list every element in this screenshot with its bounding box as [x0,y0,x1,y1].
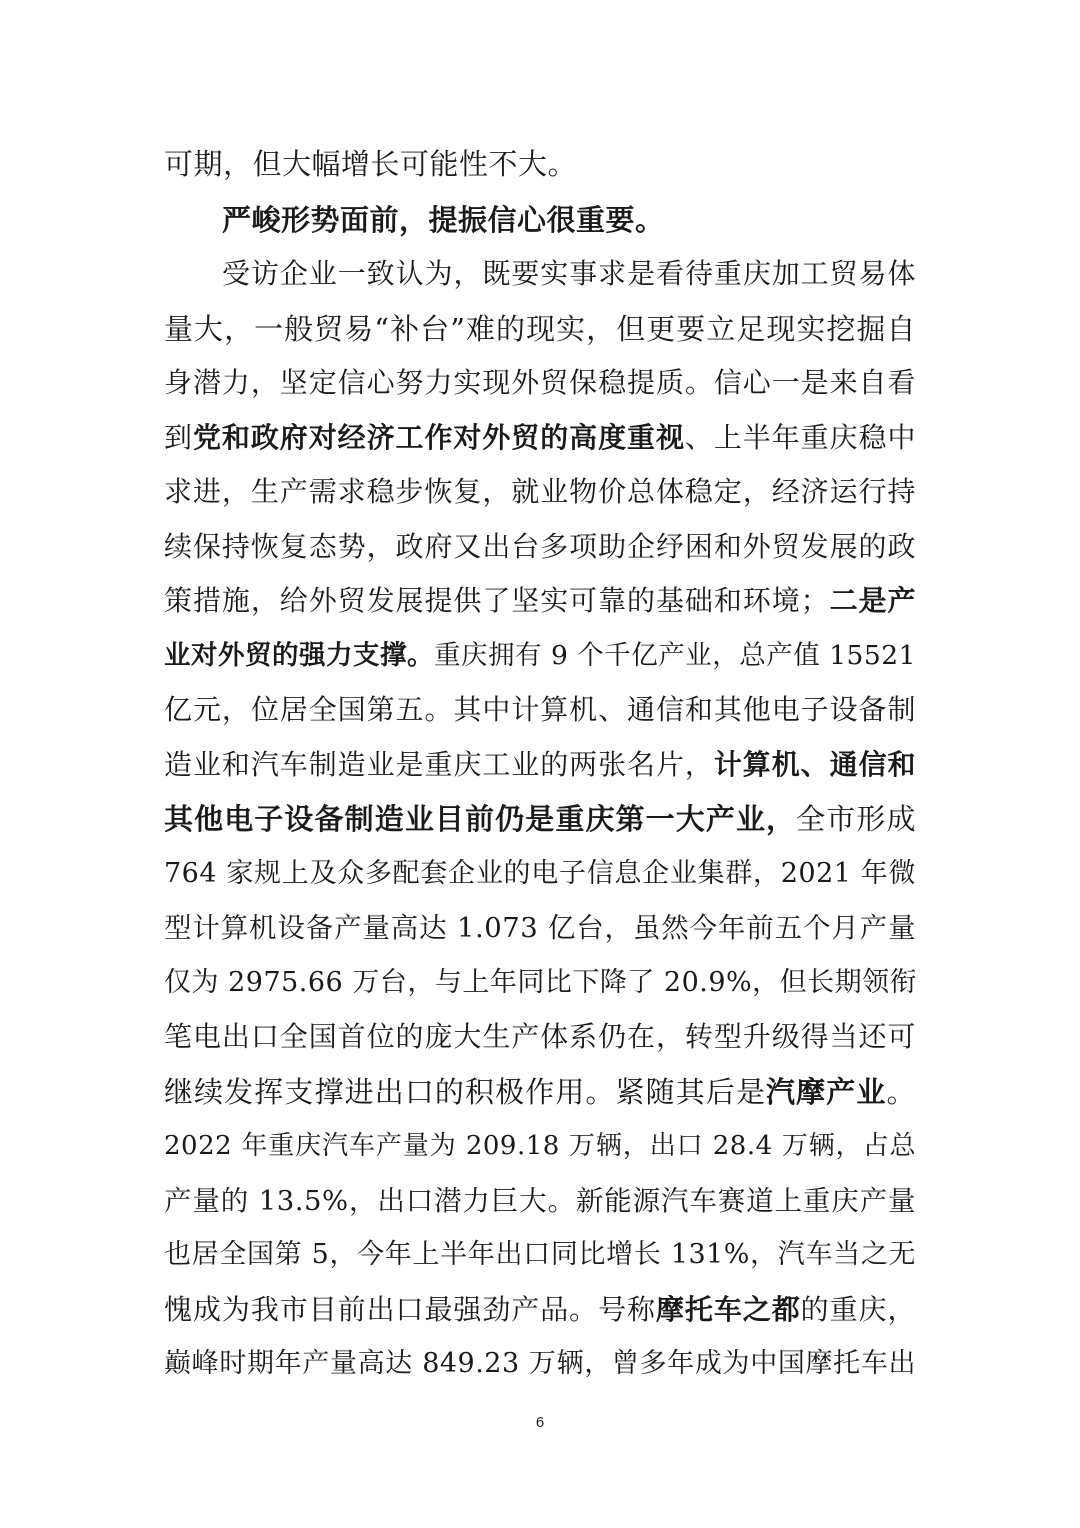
text-segment: 继续发挥支撑进出口的积极作用。紧随其后是 [164,1075,767,1109]
text-line-11 [164,690,916,730]
text-line-9 [164,581,916,621]
text-segment: 求进，生产需求稳步恢复，就业物价总体稳定，经济运行持 [164,475,916,508]
text-line-7 [164,472,916,512]
text-line-16 [164,963,916,1003]
text-line-18 [164,1072,916,1112]
text-line-4 [164,309,916,349]
bold-text: 摩托车之都 [655,1293,801,1326]
text-segment: 可期，但大幅增长可能性不大。 [164,147,578,181]
text-line-15 [164,908,916,948]
bold-text: 汽摩产业 [766,1075,887,1109]
text-line-13 [164,799,916,839]
text-line-21 [164,1235,916,1275]
text-line-6 [164,418,916,458]
text-segment: 型计算机设备产量高达 1.073 亿台，虽然今年前五个月产量 [164,912,916,944]
text-line-1 [164,144,916,184]
page-number: 6 [535,1414,545,1431]
text-segment: 也居全国第 5，今年上半年出口同比增长 131%，汽车当之无 [164,1239,916,1270]
text-segment: 亿元，位居全国第五。其中计算机、通信和其他电子设备制 [164,693,916,726]
text-segment: 2022 年重庆汽车产量为 209.18 万辆，出口 28.4 万辆，占总 [164,1131,916,1161]
paragraph-heading [222,200,916,240]
text-segment: 身潜力，坚定信心努力实现外贸保稳提质。信心一是来自看 [164,366,916,399]
text-segment: 重庆拥有 9 个千亿产业，总产值 15521 [434,640,917,671]
text-line-23 [164,1344,916,1384]
text-segment: 。 [886,1075,916,1109]
text-segment: 受访企业一致认为，既要实事求是看待重庆加工贸易体 [222,257,916,290]
text-segment: 量大，一般贸易“补台”难的现实，但更要立足现实挖掘自 [164,312,916,346]
bold-text: 业对外贸的强力支撑。 [164,640,435,671]
bold-text: 计算机、通信和 [713,748,916,781]
text-segment: 的重庆， [800,1293,916,1326]
text-segment: 全市形成 [796,802,916,836]
bold-text: 严峻形势面前，提振信心很重要。 [222,203,665,237]
text-segment: 产量的 13.5%，出口潜力巨大。新能源汽车赛道上重庆产量 [164,1185,916,1217]
text-line-10 [164,636,916,676]
text-line-20 [164,1181,916,1221]
text-segment: 愧成为我市目前出口最强劲产品。号称 [164,1293,656,1326]
text-segment: 续保持恢复态势，政府又出台多项助企纾困和外贸发展的政 [164,530,916,563]
bold-text: 其他电子设备制造业目前仍是重庆第一大产业， [164,802,797,836]
text-line-14 [164,854,916,894]
text-line-17 [164,1017,916,1057]
text-line-22 [164,1290,916,1330]
text-segment: 策措施，给外贸发展提供了坚实可靠的基础和环境； [164,584,830,617]
bold-text: 二是产 [829,584,916,617]
text-line-8 [164,527,916,567]
text-segment: 、上半年重庆稳中 [684,421,916,454]
bold-text: 党和政府对经济工作对外贸的高度重视 [192,421,685,454]
text-line-12 [164,745,916,785]
text-segment: 巅峰时期年产量高达 849.23 万辆，曾多年成为中国摩托车出 [164,1348,916,1379]
text-line-3 [222,254,916,294]
text-segment: 到 [164,421,193,454]
text-segment: 笔电出口全国首位的庞大生产体系仍在，转型升级得当还可 [164,1020,916,1053]
text-segment: 仅为 2975.66 万台，与上年同比下降了 20.9%，但长期领衔 [164,967,918,998]
text-line-5 [164,363,916,403]
text-segment: 764 家规上及众多配套企业的电子信息企业集群，2021 年微 [164,858,916,889]
text-line-19 [164,1126,916,1166]
text-segment: 造业和汽车制造业是重庆工业的两张名片， [164,748,714,781]
